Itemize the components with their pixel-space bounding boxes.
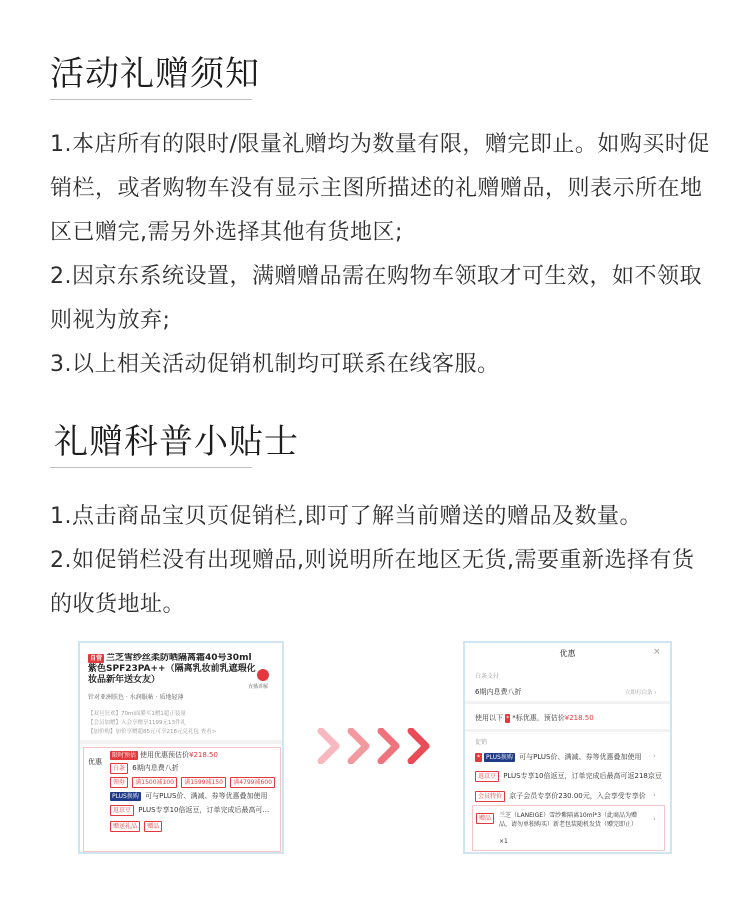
coupon-2[interactable]: 满1599减150 — [181, 777, 226, 788]
promotion-panel-screenshot — [463, 641, 672, 854]
gift-text: 兰芝（LANEIGE）雪纱紫隔离10ml*3（此商品为赠品，请勿单独购买）新老包装随机发货（赠完即止） — [499, 812, 638, 828]
plus-tag: PLUS换购 — [486, 754, 513, 761]
live-icon — [257, 669, 269, 681]
promo-header: 促销 — [475, 739, 488, 746]
product-title: 兰芝雪纱丝柔防晒隔离霜40号30ml紫色SPF23PA++（隔离乳妆前乳遮瑕化妆品新年送女友） — [88, 653, 256, 685]
estimate-price: ¥218.50 — [189, 751, 218, 759]
feature-3: 质地轻薄 — [159, 694, 184, 701]
estimate-middle: *标优惠，预估价 — [512, 714, 565, 722]
gift-tag-2: 赠品 — [144, 821, 162, 832]
chevron-right-icon — [316, 728, 342, 764]
rebate-tag: 返京豆 — [110, 805, 134, 816]
baitiao-tag: 白条 — [110, 763, 128, 774]
gift-notice-paragraph: 1.本店所有的限时/限量礼赠均为数量有限，赠完即止。如购买时促销栏，或者购物车没有显示主图所描述的礼赠赠品，则表示所在地区已赠完,需另外选择其他有货地区; 2.因京东系统设置，满赠赠品需在购物车领取才可生效，如不领取则视为放弃; 3.以上相关活动促销机制均可联系在线客服。 — [50, 132, 710, 377]
rebate-tag: 返京豆 — [475, 771, 499, 782]
section-title-gift-notice: 活动礼赠须知 — [50, 54, 260, 94]
estimate-marker: * — [506, 715, 510, 722]
self-operated-tag: 自营 — [90, 655, 103, 662]
divider — [465, 729, 672, 732]
coupon-tag: 领券 — [110, 777, 128, 788]
gift-quantity: ×1 — [499, 838, 508, 845]
title-underline — [50, 99, 252, 100]
chevron-right-icon — [346, 728, 372, 764]
section-title-gift-tips: 礼赠科普小贴士 — [54, 422, 299, 462]
estimate-text: 使用优惠预估价 — [140, 751, 190, 759]
panel-title: 优惠 — [559, 649, 576, 658]
chevron-right-icon[interactable]: › — [653, 791, 656, 799]
promo-label: 优惠 — [88, 758, 102, 766]
estimate-prefix: 使用以下 — [475, 714, 503, 722]
pay-header: 白条支付 — [475, 673, 500, 680]
divider — [80, 740, 284, 744]
pay-text: 6期内息费八折 — [475, 688, 522, 696]
gift-tag-1: 赠送礼品 — [110, 821, 140, 832]
member-text: 京子会员专享价230.00元，入会享受专享价 — [509, 792, 646, 800]
close-icon[interactable]: × — [653, 647, 661, 657]
plus-text: 可与PLUS价、满减、券等优惠叠加使用 — [519, 753, 642, 761]
gift-tag: 赠品 — [476, 813, 494, 824]
rebate-text: PLUS专享10倍返豆，订单完成后最高可... — [138, 806, 270, 814]
live-badge: 直播讲解 — [248, 684, 269, 690]
product-page-screenshot: 自营 兰芝雪纱丝柔防晒隔离霜40号30ml紫色SPF23PA++（隔离乳妆前乳遮瑕化妆品新年送女友） 直播讲解 针对亚洲肤色 · 水润服帖 · 质地轻薄 【双旦狂欢】70ml面膜买1赠1超正装量 【会员加赠】入会享赠享1199元13件礼 【加价购】加价享赠超85元可享218元兑礼包 查看> 优惠 限时预估 使用优惠预估价¥218.50 白条 6期内息费八折 领券 满1500减100 满1599减150 满4799减600 PLUS换购 可与PLUS价、满减、券等优惠叠加使用 返京豆 PLUS专享10倍返豆，订单完成后最高可... 赠送礼品 赠品 — [78, 641, 284, 854]
estimate-price: ¥218.50 — [564, 714, 594, 722]
plus-tag: PLUS换购 — [112, 793, 139, 800]
coupon-1[interactable]: 满1500减100 — [132, 777, 177, 788]
promo-note-1: 【双旦狂欢】70ml面膜买1赠1超正装量 — [88, 711, 186, 717]
gift-tips-paragraph: 1.点击商品宝贝页促销栏,即可了解当前赠送的赠品及数量。 2.如促销栏没有出现赠品,则说明所在地区无货,需要重新选择有货的收货地址。 — [50, 504, 695, 617]
chevron-right-icon — [376, 728, 402, 764]
plus-text: 可与PLUS价、满减、券等优惠叠加使用 — [145, 792, 268, 800]
feature-1: 针对亚洲肤色 — [88, 694, 125, 701]
divider — [465, 701, 672, 704]
promo-note-3: 【加价购】加价享赠超85元可享218元兑礼包 查看> — [88, 729, 217, 735]
rebate-text: PLUS专享10倍返豆，订单完成后最高可返218京豆 — [503, 772, 662, 780]
baitiao-text: 6期内息费八折 — [132, 764, 179, 772]
member-tag: 会员特价 — [475, 791, 505, 802]
self-icon: * — [477, 754, 480, 761]
promo-note-2: 【会员加赠】入会享赠享1199元13件礼 — [88, 720, 186, 726]
chevron-right-icon — [406, 728, 432, 764]
coupon-3[interactable]: 满4799减600 — [230, 777, 275, 788]
pay-link[interactable]: 立即打白条 › — [625, 690, 657, 696]
feature-2: 水润服帖 — [129, 694, 154, 701]
chevron-right-icon[interactable]: › — [653, 815, 656, 823]
title-underline — [50, 467, 252, 468]
limited-estimate-tag: 限时预估 — [112, 752, 137, 759]
chevron-right-icon[interactable]: › — [653, 752, 656, 760]
